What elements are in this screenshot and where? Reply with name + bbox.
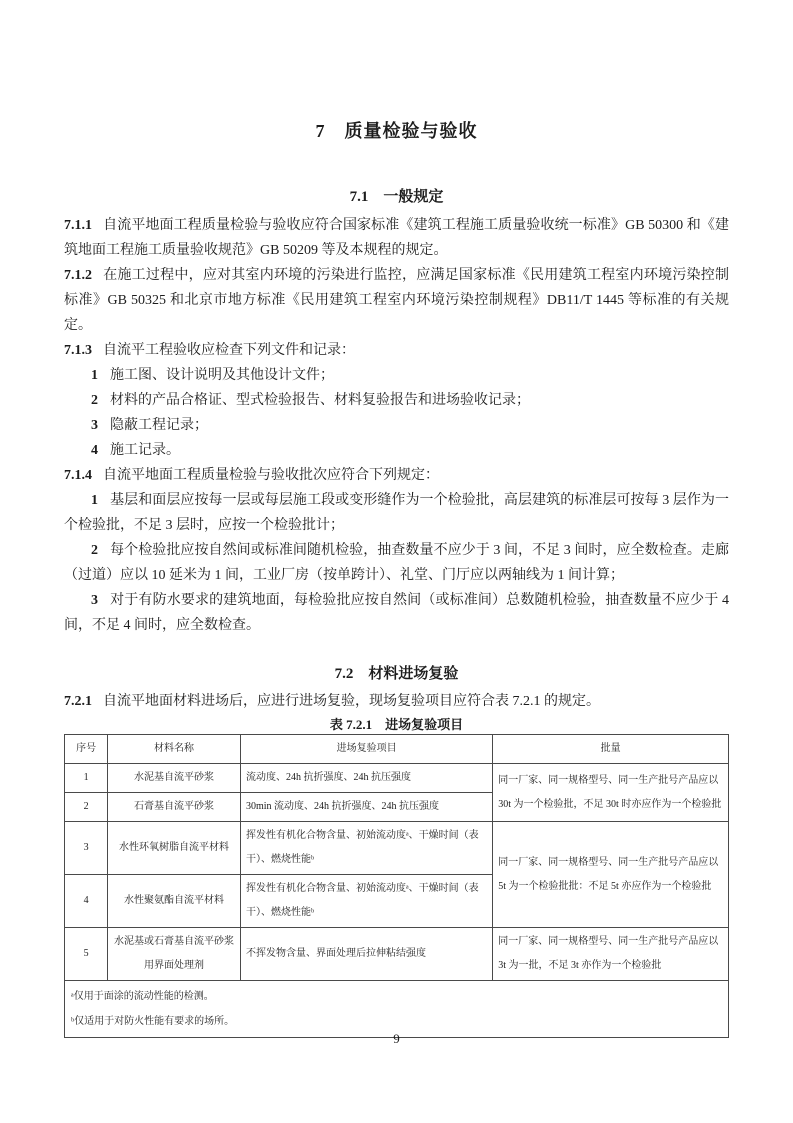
clause-7-2-1 (64, 689, 729, 714)
item-text: 基层和面层应按每一层或每层施工段或变形缝作为一个检验批，高层建筑的标准层可按每 3 层作为一个检验批，不足 3 层时，应按一个检验批计； (64, 493, 729, 533)
table-header-row (65, 735, 729, 764)
item-text: 施工记录。 (110, 443, 180, 458)
clause-7-1-4 (64, 463, 729, 488)
clause-7-1-3-item-4 (64, 438, 729, 463)
item-number: 4 (91, 443, 98, 458)
clause-7-1-2 (64, 263, 729, 338)
cell-seq: 3 (65, 822, 108, 875)
cell-items: 流动度、24h 抗折强度、24h 抗压强度 (240, 764, 492, 793)
item-text: 施工图、设计说明及其他设计文件； (110, 368, 334, 383)
table-footnotes-cell (65, 981, 729, 1038)
column-header-material: 材料名称 (108, 735, 241, 764)
cell-items: 30min 流动度、24h 抗折强度、24h 抗压强度 (240, 793, 492, 822)
clause-text: 自流平地面材料进场后，应进行进场复验，现场复验项目应符合表 7.2.1 的规定。 (103, 694, 600, 709)
cell-items: 挥发性有机化合物含量、初始流动度ᵃ、干燥时间（表干）、燃烧性能ᵇ (240, 822, 492, 875)
clause-7-1-4-item-3 (64, 588, 729, 638)
cell-batch-row-5: 同一厂家、同一规格型号、同一生产批号产品应以 3t 为一批，不足 3t 亦作为一个检验批 (493, 928, 729, 981)
clause-number: 7.1.1 (64, 218, 92, 233)
cell-batch-rows-1-2: 同一厂家、同一规格型号、同一生产批号产品应以 30t 为一个检验批，不足 30t 时亦应作为一个检验批 (493, 764, 729, 822)
clause-7-1-1 (64, 213, 729, 263)
table-7-2-1 (64, 734, 729, 1038)
cell-items: 挥发性有机化合物含量、初始流动度ᵃ、干燥时间（表干）、燃烧性能ᵇ (240, 875, 492, 928)
clause-7-1-3-item-3 (64, 413, 729, 438)
clause-7-1-3-item-2 (64, 388, 729, 413)
clause-7-1-4-item-1 (64, 488, 729, 538)
item-number: 3 (91, 418, 98, 433)
cell-seq: 4 (65, 875, 108, 928)
column-header-batch: 批量 (493, 735, 729, 764)
item-text: 每个检验批应按自然间或标准间随机检验，抽查数量不应少于 3 间，不足 3 间时，应全数检查。走廊（过道）应以 10 延米为 1 间，工业厂房（按单跨计）、礼堂、门厅应以两轴线为 1 间计算； (64, 543, 729, 583)
clause-7-1-3-item-1 (64, 363, 729, 388)
cell-batch-rows-3-4: 同一厂家、同一规格型号、同一生产批号产品应以 5t 为一个检验批批：不足 5t 亦应作为一个检验批 (493, 822, 729, 928)
item-number: 3 (91, 593, 98, 608)
footnote-a: ᵃ仅用于面涂的流动性能的检测。 (71, 991, 214, 1002)
item-number: 1 (91, 368, 98, 383)
cell-material: 水泥基自流平砂浆 (108, 764, 241, 793)
cell-material: 石膏基自流平砂浆 (108, 793, 241, 822)
item-number: 2 (91, 543, 98, 558)
table-footnotes-row (65, 981, 729, 1038)
item-number: 2 (91, 393, 98, 408)
cell-seq: 2 (65, 793, 108, 822)
page-number: 9 (393, 1031, 400, 1046)
cell-seq: 5 (65, 928, 108, 981)
clause-number: 7.1.4 (64, 468, 92, 483)
clause-text: 在施工过程中，应对其室内环境的污染进行监控，应满足国家标准《民用建筑工程室内环境污染控制标准》GB 50325 和北京市地方标准《民用建筑工程室内环境污染控制规程》DB11/T 1445 等标准的有关规定。 (64, 268, 729, 333)
clause-7-1-3 (64, 338, 729, 363)
item-number: 1 (91, 493, 98, 508)
cell-material: 水性环氧树脂自流平材料 (108, 822, 241, 875)
clause-text: 自流平地面工程质量检验与验收批次应符合下列规定： (103, 468, 439, 483)
cell-seq: 1 (65, 764, 108, 793)
clause-number: 7.1.2 (64, 268, 92, 283)
table-7-2-1-caption: 表 7.2.1 进场复验项目 (329, 717, 464, 732)
footnote-b: ᵇ仅适用于对防火性能有要求的场所。 (71, 1016, 235, 1027)
item-text: 对于有防水要求的建筑地面，每检验批应按自然间（或标准间）总数随机检验，抽查数量不应少于 4 间，不足 4 间时，应全数检查。 (64, 593, 729, 633)
clause-text: 自流平工程验收应检查下列文件和记录： (103, 343, 355, 358)
cell-material: 水泥基或石膏基自流平砂浆用界面处理剂 (108, 928, 241, 981)
cell-items: 不挥发物含量、界面处理后拉伸粘结强度 (240, 928, 492, 981)
table-row-3 (65, 822, 729, 875)
table-row-5 (65, 928, 729, 981)
column-header-seq: 序号 (65, 735, 108, 764)
clause-number: 7.1.3 (64, 343, 92, 358)
column-header-items: 进场复验项目 (240, 735, 492, 764)
chapter-title: 7 质量检验与验收 (315, 121, 478, 141)
clause-number: 7.2.1 (64, 694, 92, 709)
section-7-2-heading: 7.2 材料进场复验 (334, 666, 459, 682)
cell-material: 水性聚氨酯自流平材料 (108, 875, 241, 928)
clause-text: 自流平地面工程质量检验与验收应符合国家标准《建筑工程施工质量验收统一标准》GB 50300 和《建筑地面工程施工质量验收规范》GB 50209 等及本规程的规定。 (64, 218, 729, 258)
item-text: 隐蔽工程记录； (110, 418, 208, 433)
table-row-1 (65, 764, 729, 793)
item-text: 材料的产品合格证、型式检验报告、材料复验报告和进场验收记录； (110, 393, 530, 408)
clause-7-1-4-item-2 (64, 538, 729, 588)
section-7-1-heading: 7.1 一般规定 (349, 189, 444, 205)
